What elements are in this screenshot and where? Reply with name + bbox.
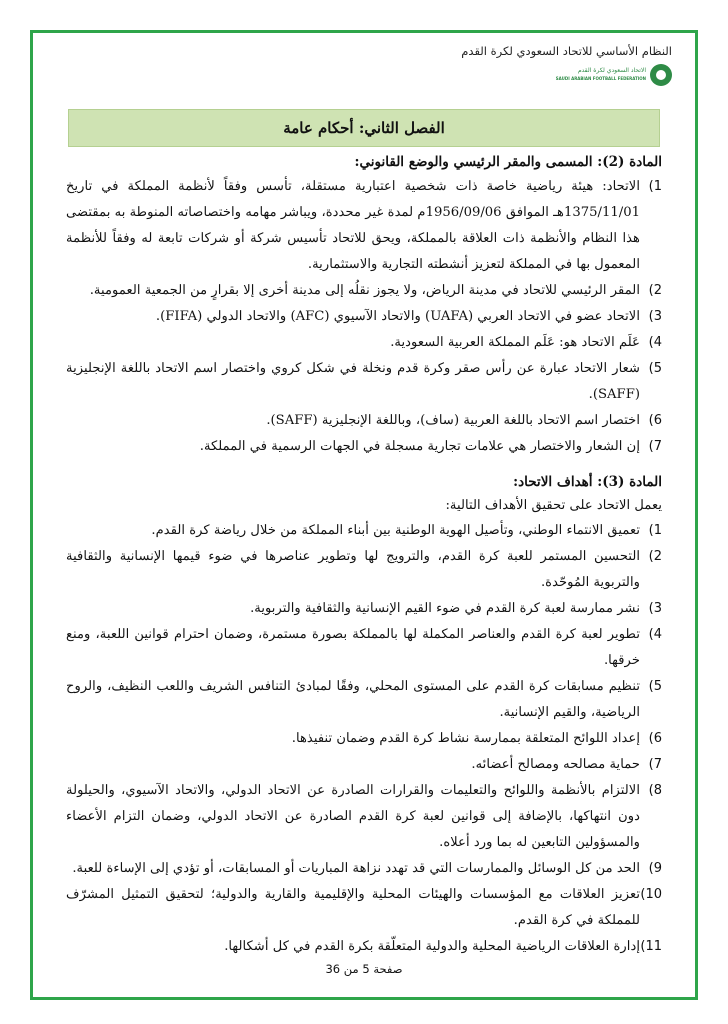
item-text: إعداد اللوائح المتعلقة بممارسة نشاط كرة القدم وضمان تنفيذها.	[291, 731, 640, 746]
list-item	[66, 518, 662, 544]
document-body	[66, 150, 662, 960]
logo-english-text: SAUDI ARABIAN FOOTBALL FEDERATION	[555, 76, 646, 81]
item-text: الاتحاد عضو في الاتحاد العربي (UAFA) والاتحاد الآسيوي (AFC) والاتحاد الدولي (FIFA).	[155, 309, 640, 324]
item-number: 9)	[648, 861, 662, 876]
football-emblem-icon	[650, 64, 672, 86]
list-item	[66, 304, 662, 330]
item-text: تطوير لعبة كرة القدم والعناصر المكملة لها بالمملكة بصورة مستمرة، وضمان احترام قوانين اللعبة، ومنع خرقها.	[66, 627, 640, 668]
article-3-items	[66, 518, 662, 960]
logo-arabic-text: الاتحاد السعودي لكرة القدم	[577, 67, 646, 74]
page-number: صفحة 5 من 36	[325, 962, 403, 976]
list-item	[66, 408, 662, 434]
list-item	[66, 278, 662, 304]
list-item	[66, 622, 662, 674]
article-2-title: المادة (2): المسمى والمقر الرئيسي والوضع القانوني:	[354, 154, 662, 170]
item-number: 4)	[648, 335, 662, 350]
list-item	[66, 544, 662, 596]
item-number: 5)	[648, 679, 662, 694]
item-text: التحسين المستمر للعبة كرة القدم، والترويج لها وتطوير عناصرها في ضوء قيمها الإنسانية والثقافية والتربوية المُوحّدة.	[66, 549, 640, 590]
list-item	[66, 882, 662, 934]
item-number: 2)	[648, 283, 662, 298]
item-number: 2)	[648, 549, 662, 564]
item-text: تعزيز العلاقات مع المؤسسات والهيئات المحلية والإقليمية والقارية والدولية؛ لتحقيق التمثيل المشرّف للمملكة في كرة القدم.	[66, 887, 640, 928]
item-text: إدارة العلاقات الرياضية المحلية والدولية المتعلّقة بكرة القدم في كل أشكالها.	[224, 939, 640, 954]
item-text: تنظيم مسابقات كرة القدم على المستوى المحلي، وفقًا لمبادئ التنافس الشريف واللعب النظيف، والروح الرياضية، والقيم الإنسانية.	[66, 679, 640, 720]
item-text: المقر الرئيسي للاتحاد في مدينة الرياض، ولا يجوز نقلُه إلى مدينة أخرى إلا بقرارٍ من الجمعية العمومية.	[89, 283, 640, 298]
item-text: الحد من كل الوسائل والممارسات التي قد تهدد نزاهة المباريات أو المسابقات، أو تؤدي إلى الإساءة للعبة.	[72, 861, 640, 876]
article-3-title: المادة (3): أهداف الاتحاد:	[513, 474, 662, 490]
item-number: 1)	[648, 179, 662, 194]
item-number: 3)	[648, 309, 662, 324]
item-number: 6)	[648, 413, 662, 428]
list-item	[66, 356, 662, 408]
item-text: عَلَم الاتحاد هو: عَلَم المملكة العربية السعودية.	[390, 335, 640, 350]
item-text: إن الشعار والاختصار هي علامات تجارية مسجلة في الجهات الرسمية في المملكة.	[199, 439, 640, 454]
chapter-title: الفصل الثاني: أحكام عامة	[283, 119, 445, 137]
list-item	[66, 726, 662, 752]
item-text: حماية مصالحه ومصالح أعضائه.	[471, 757, 640, 772]
item-text: تعميق الانتماء الوطني، وتأصيل الهوية الوطنية بين أبناء المملكة من خلال رياضة كرة القدم.	[151, 523, 640, 538]
list-item	[66, 674, 662, 726]
document-header-title: النظام الأساسي للاتحاد السعودي لكرة القدم	[461, 44, 672, 58]
article-2-items	[66, 174, 662, 460]
item-text: شعار الاتحاد عبارة عن رأس صقر وكرة قدم ونخلة في شكل كروي واختصار اسم الاتحاد باللغة الإنجليزية (SAFF).	[66, 361, 640, 402]
list-item	[66, 434, 662, 460]
list-item	[66, 934, 662, 960]
list-item	[66, 596, 662, 622]
item-number: 7)	[648, 757, 662, 772]
item-number: 4)	[648, 627, 662, 642]
list-item	[66, 174, 662, 278]
item-number: 7)	[648, 439, 662, 454]
list-item	[66, 752, 662, 778]
item-number: 11)	[640, 939, 662, 954]
article-3-intro: يعمل الاتحاد على تحقيق الأهداف التالية:	[445, 498, 662, 513]
list-item	[66, 778, 662, 856]
item-number: 10)	[640, 887, 662, 902]
item-text: الالتزام بالأنظمة واللوائح والتعليمات والقرارات الصادرة عن الاتحاد الدولي، والاتحاد الآسيوي، والحيلولة دون انتهاكها، بالإضافة إلى قوانين لعبة كرة القدم الصادرة عن الاتحاد الدولي، وضمان التزام الأعضاء والمسؤولين التابعين له بما ورد أعلاه.	[66, 783, 640, 850]
item-number: 3)	[648, 601, 662, 616]
item-number: 6)	[648, 731, 662, 746]
item-text: الاتحاد: هيئة رياضية خاصة ذات شخصية اعتبارية مستقلة، تأسس وفقاً لأنظمة المملكة في تاريخ 1375/11/01هـ الموافق 1956/09/06م لمدة غير محددة، ويباشر مهامه واختصاصاته المنوطة به بمقتضى هذا النظام والأنظمة ذات العلاقة بالمملكة، ويحق للاتحاد تأسيس شركة أو شركات تابعة له وفقاً للأنظمة المعمول بها في المملكة لتعزيز أنشطته التجارية والاستثمارية.	[66, 179, 640, 272]
chapter-heading-bar	[68, 109, 660, 147]
item-text: اختصار اسم الاتحاد باللغة العربية (ساف)، وباللغة الإنجليزية (SAFF).	[266, 413, 640, 428]
item-number: 8)	[648, 783, 662, 798]
list-item	[66, 856, 662, 882]
list-item	[66, 330, 662, 356]
item-text: نشر ممارسة لعبة كرة القدم في ضوء القيم الإنسانية والثقافية والتربوية.	[250, 601, 640, 616]
item-number: 1)	[648, 523, 662, 538]
item-number: 5)	[648, 361, 662, 376]
federation-logo	[552, 60, 672, 90]
